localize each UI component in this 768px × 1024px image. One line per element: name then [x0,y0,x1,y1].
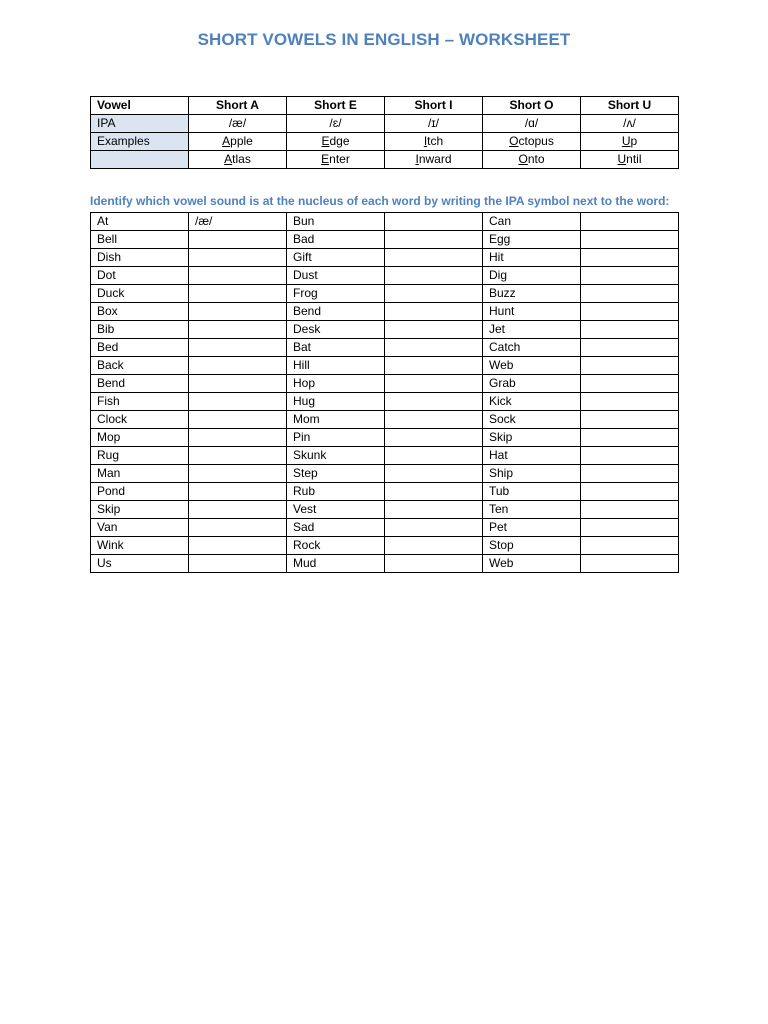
word-cell: Bib [91,321,189,339]
word-cell: Web [483,555,581,573]
ipa-answer-cell[interactable] [581,465,679,483]
ipa-answer-cell[interactable] [385,249,483,267]
word-row [91,357,679,375]
word-cell: Sad [287,519,385,537]
word-cell: Duck [91,285,189,303]
ipa-answer-cell[interactable] [189,393,287,411]
word-row [91,519,679,537]
word-cell: Rug [91,447,189,465]
word-cell: Bend [91,375,189,393]
word-cell: Skip [91,501,189,519]
example-initial-letter: I [423,134,428,148]
example-initial-letter: U [617,152,627,166]
word-cell: Rock [287,537,385,555]
ipa-answer-cell[interactable] [385,339,483,357]
word-cell: Kick [483,393,581,411]
word-cell: Hunt [483,303,581,321]
examples-row-label-blank [91,151,189,169]
word-cell: Vest [287,501,385,519]
word-row [91,465,679,483]
word-cell: Fish [91,393,189,411]
ipa-answer-cell[interactable] [581,555,679,573]
ipa-answer-cell[interactable] [385,465,483,483]
ipa-answer-cell[interactable] [189,555,287,573]
ipa-answer-cell[interactable] [385,519,483,537]
word-cell: Frog [287,285,385,303]
word-row [91,393,679,411]
examples-row-1 [91,133,679,151]
example-initial-letter: O [509,134,519,148]
word-cell: Step [287,465,385,483]
word-cell: Mud [287,555,385,573]
word-row [91,537,679,555]
word-row [91,339,679,357]
ipa-answer-cell[interactable] [189,375,287,393]
ipa-answer-cell[interactable] [189,321,287,339]
word-cell: Bed [91,339,189,357]
example-word-short-o-1: Octopus [483,133,581,151]
word-cell: Gift [287,249,385,267]
ipa-answer-cell[interactable] [385,267,483,285]
word-cell: Hat [483,447,581,465]
word-row [91,429,679,447]
ipa-row [91,115,679,133]
word-cell: Box [91,303,189,321]
ipa-answer-cell[interactable] [385,303,483,321]
word-cell: Dot [91,267,189,285]
examples-row-2 [91,151,679,169]
word-cell: Bad [287,231,385,249]
word-cell: Pond [91,483,189,501]
word-cell: Catch [483,339,581,357]
ipa-answer-cell[interactable] [385,213,483,231]
ipa-answer-cell[interactable] [581,303,679,321]
ipa-answer-cell[interactable] [189,339,287,357]
example-word-short-a-1: Apple [189,133,287,151]
word-cell: Back [91,357,189,375]
ipa-answer-cell[interactable] [385,501,483,519]
ipa-answer-cell[interactable] [189,357,287,375]
ipa-answer-cell[interactable] [189,267,287,285]
ipa-answer-cell[interactable] [385,285,483,303]
word-cell: At [91,213,189,231]
vowel-name-short-i: Short I [385,97,483,115]
ipa-answer-cell[interactable] [581,285,679,303]
example-initial-letter: A [222,134,231,148]
ipa-answer-cell[interactable] [581,321,679,339]
word-row [91,555,679,573]
example-word-short-e-2: Enter [287,151,385,169]
example-word-short-u-2: Until [581,151,679,169]
word-cell: Hit [483,249,581,267]
example-word-short-i-1: Itch [385,133,483,151]
word-row [91,249,679,267]
ipa-answer-cell[interactable] [385,393,483,411]
word-cell: Bat [287,339,385,357]
vowel-header-row [91,97,679,115]
ipa-answer-cell[interactable] [385,429,483,447]
word-row [91,483,679,501]
example-initial-letter: U [621,134,631,148]
ipa-answer-cell[interactable] [189,249,287,267]
example-word-short-u-1: Up [581,133,679,151]
word-cell: Grab [483,375,581,393]
ipa-answer-cell[interactable] [581,213,679,231]
word-cell: Sock [483,411,581,429]
ipa-answer-cell[interactable] [385,321,483,339]
ipa-row-label: IPA [91,115,189,133]
ipa-answer-cell[interactable] [581,249,679,267]
word-cell: Bell [91,231,189,249]
word-row [91,285,679,303]
word-cell: Stop [483,537,581,555]
ipa-answer-cell[interactable] [581,483,679,501]
vowel-header-label: Vowel [91,97,189,115]
ipa-answer-cell[interactable] [581,231,679,249]
ipa-answer-cell[interactable] [385,411,483,429]
instructions-text: Identify which vowel sound is at the nucleus of each word by writing the IPA symbol next to the word: [90,194,670,208]
ipa-answer-cell[interactable] [581,501,679,519]
ipa-answer-cell[interactable]: /æ/ [189,213,287,231]
ipa-answer-cell[interactable] [189,411,287,429]
ipa-answer-cell[interactable] [385,231,483,249]
word-cell: Man [91,465,189,483]
word-cell: Hill [287,357,385,375]
ipa-symbol-short-a: /æ/ [189,115,287,133]
word-cell: Web [483,357,581,375]
vowel-name-short-o: Short O [483,97,581,115]
word-cell: Skip [483,429,581,447]
example-word-short-o-2: Onto [483,151,581,169]
example-initial-letter: E [321,152,330,166]
example-initial-letter: E [321,134,330,148]
word-cell: Ten [483,501,581,519]
word-row [91,375,679,393]
ipa-answer-cell[interactable] [581,411,679,429]
vowel-name-short-u: Short U [581,97,679,115]
ipa-answer-cell[interactable] [385,555,483,573]
word-cell: Dig [483,267,581,285]
word-cell: Desk [287,321,385,339]
word-cell: Bend [287,303,385,321]
word-cell: Rub [287,483,385,501]
ipa-answer-cell[interactable] [189,501,287,519]
word-cell: Hop [287,375,385,393]
ipa-answer-cell[interactable] [189,447,287,465]
ipa-answer-cell[interactable] [189,465,287,483]
word-cell: Wink [91,537,189,555]
ipa-answer-cell[interactable] [581,519,679,537]
ipa-answer-cell[interactable] [189,537,287,555]
word-cell: Jet [483,321,581,339]
worksheet-title: SHORT VOWELS IN ENGLISH – WORKSHEET [197,30,571,49]
word-cell: Bun [287,213,385,231]
ipa-answer-cell[interactable] [189,231,287,249]
word-row [91,213,679,231]
example-word-short-e-1: Edge [287,133,385,151]
vowel-name-short-a: Short A [189,97,287,115]
example-word-short-i-2: Inward [385,151,483,169]
word-cell: Us [91,555,189,573]
word-row [91,267,679,285]
ipa-answer-cell[interactable] [581,375,679,393]
ipa-answer-cell[interactable] [581,339,679,357]
word-cell: Buzz [483,285,581,303]
ipa-answer-cell[interactable] [581,393,679,411]
vowel-name-short-e: Short E [287,97,385,115]
word-row [91,303,679,321]
word-cell: Mop [91,429,189,447]
word-cell: Ship [483,465,581,483]
word-row [91,447,679,465]
ipa-symbol-short-u: /ʌ/ [581,115,679,133]
word-cell: Clock [91,411,189,429]
ipa-answer-cell[interactable] [581,447,679,465]
word-cell: Dust [287,267,385,285]
ipa-answer-cell[interactable] [581,429,679,447]
word-cell: Dish [91,249,189,267]
word-row [91,411,679,429]
word-cell: Mom [287,411,385,429]
word-cell: Pin [287,429,385,447]
examples-row-label: Examples [91,133,189,151]
word-cell: Can [483,213,581,231]
ipa-answer-cell[interactable] [385,375,483,393]
ipa-answer-cell[interactable] [385,447,483,465]
word-exercise-table [90,212,679,573]
ipa-answer-cell[interactable] [189,483,287,501]
word-cell: Tub [483,483,581,501]
ipa-answer-cell[interactable] [189,303,287,321]
ipa-answer-cell[interactable] [581,267,679,285]
word-row [91,231,679,249]
ipa-answer-cell[interactable] [189,519,287,537]
ipa-answer-cell[interactable] [385,537,483,555]
ipa-answer-cell[interactable] [385,483,483,501]
ipa-answer-cell[interactable] [581,537,679,555]
ipa-answer-cell[interactable] [189,429,287,447]
word-row [91,501,679,519]
word-cell: Van [91,519,189,537]
ipa-answer-cell[interactable] [581,357,679,375]
word-cell: Skunk [287,447,385,465]
example-initial-letter: O [518,152,528,166]
word-cell: Egg [483,231,581,249]
example-initial-letter: A [224,152,233,166]
vowel-reference-table [90,96,679,169]
ipa-symbol-short-e: /ɛ/ [287,115,385,133]
ipa-symbol-short-o: /ɑ/ [483,115,581,133]
example-word-short-a-2: Atlas [189,151,287,169]
ipa-symbol-short-i: /ɪ/ [385,115,483,133]
word-cell: Pet [483,519,581,537]
ipa-answer-cell[interactable] [189,285,287,303]
word-row [91,321,679,339]
word-cell: Hug [287,393,385,411]
example-initial-letter: I [415,152,419,166]
ipa-answer-cell[interactable] [385,357,483,375]
